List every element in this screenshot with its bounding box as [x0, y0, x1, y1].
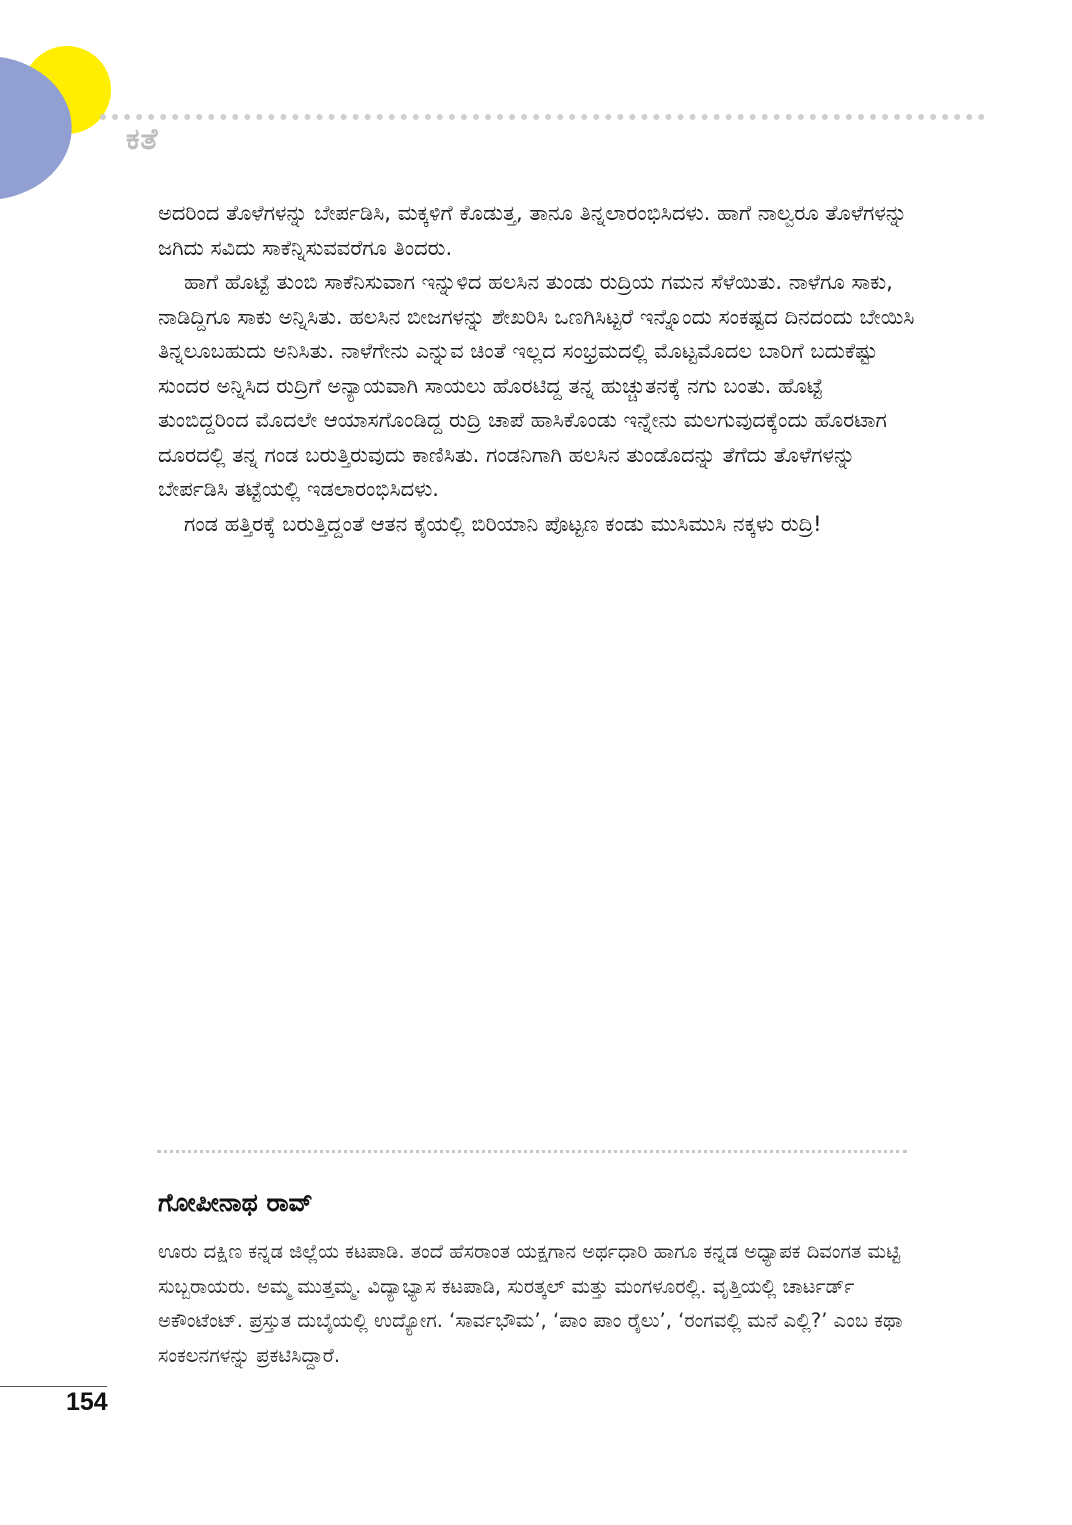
corner-decoration — [0, 0, 140, 210]
author-name: ಗೋಪೀನಾಥ ರಾವ್ — [158, 1188, 313, 1217]
page-number-rule — [0, 1386, 107, 1387]
top-dotted-divider — [100, 114, 985, 120]
story-paragraph: ಅದರಿಂದ ತೊಳೆಗಳನ್ನು ಬೇರ್ಪಡಿಸಿ, ಮಕ್ಕಳಿಗೆ ಕೊಡುತ್ತ, ತಾನೂ ತಿನ್ನಲಾರಂಭಿಸಿದಳು. ಹಾಗೆ ನಾಲ್ವರೂ ತೊಳೆಗಳನ್ನು ಜಗಿದು ಸವಿದು ಸಾಕೆನ್ನಿಸುವವರೆಗೂ ತಿಂದರು. — [158, 201, 907, 260]
section-label: ಕತೆ — [126, 122, 159, 157]
story-paragraph: ಹಾಗೆ ಹೊಟ್ಟೆ ತುಂಬಿ ಸಾಕೆನಿಸುವಾಗ ಇನ್ನುಳಿದ ಹಲಸಿನ ತುಂಡು ರುದ್ರಿಯ ಗಮನ ಸೆಳೆಯಿತು. ನಾಳೆಗೂ ಸಾಕು, ನಾಡಿದ್ದಿಗೂ ಸಾಕು ಅನ್ನಿಸಿತು. ಹಲಸಿನ ಬೀಜಗಳನ್ನು ಶೇಖರಿಸಿ ಒಣಗಿಸಿಟ್ಟರೆ ಇನ್ನೊಂದು ಸಂಕಷ್ಟದ ದಿನದಂದು ಬೇಯಿಸಿ ತಿನ್ನಲೂಬಹುದು ಅನಿಸಿತು. ನಾಳೆಗೇನು ಎನ್ನುವ ಚಿಂತೆ ಇಲ್ಲದ ಸಂಭ್ರಮದಲ್ಲಿ ಮೊಟ್ಟಮೊದಲ ಬಾರಿಗೆ ಬದುಕೆಷ್ಟು ಸುಂದರ ಅನ್ನಿಸಿದ ರುದ್ರಿಗೆ ಅನ್ಯಾಯವಾಗಿ ಸಾಯಲು ಹೊರಟಿದ್ದ ತನ್ನ ಹುಚ್ಚುತನಕ್ಕೆ ನಗು ಬಂತು. ಹೊಟ್ಟೆ ತುಂಬಿದ್ದರಿಂದ ಮೊದಲೇ ಆಯಾಸಗೊಂಡಿದ್ದ ರುದ್ರಿ ಚಾಪೆ ಹಾಸಿಕೊಂಡು ಇನ್ನೇನು ಮಲಗುವುದಕ್ಕೆಂದು ಹೊರಟಾಗ ದೂರದಲ್ಲಿ ತನ್ನ ಗಂಡ ಬರುತ್ತಿರುವುದು ಕಾಣಿಸಿತು. ಗಂಡನಿಗಾಗಿ ಹಲಸಿನ ತುಂಡೊದನ್ನು ತೆಗೆದು ತೊಳೆಗಳನ್ನು ಬೇರ್ಪಡಿಸಿ ತಟ್ಟೆಯಲ್ಲಿ ಇಡಲಾರಂಭಿಸಿದಳು. — [158, 270, 915, 501]
page-number: 154 — [66, 1388, 108, 1416]
bio-dotted-divider — [157, 1150, 907, 1153]
author-bio: ಊರು ದಕ್ಷಿಣ ಕನ್ನಡ ಜಿಲ್ಲೆಯ ಕಟಪಾಡಿ. ತಂದೆ ಹೆಸರಾಂತ ಯಕ್ಷಗಾನ ಅರ್ಥಧಾರಿ ಹಾಗೂ ಕನ್ನಡ ಅಧ್ಯಾಪಕ ದಿವಂಗತ ಮಟ್ಟಿ ಸುಬ್ಬರಾಯರು. ಅಮ್ಮ ಮುತ್ತಮ್ಮ. ವಿದ್ಯಾಭ್ಯಾಸ ಕಟಪಾಡಿ, ಸುರತ್ಕಲ್ ಮತ್ತು ಮಂಗಳೂರಲ್ಲಿ. ವೃತ್ತಿಯಲ್ಲಿ ಚಾರ್ಟರ್ಡ್ ಅಕೌಂಟೆಂಟ್. ಪ್ರಸ್ತುತ ದುಬೈಯಲ್ಲಿ ಉದ್ಯೋಗ. ‘ಸಾರ್ವಭೌಮ’, ‘ಪಾಂ ಪಾಂ ರೈಲು’, ‘ರಂಗವಲ್ಲಿ ಮನೆ ಎಲ್ಲಿ?’ ಎಂಬ ಕಥಾ ಸಂಕಲನಗಳನ್ನು ಪ್ರಕಟಿಸಿದ್ದಾರೆ. — [158, 1240, 903, 1367]
story-body — [158, 196, 918, 541]
story-paragraph: ಗಂಡ ಹತ್ತಿರಕ್ಕೆ ಬರುತ್ತಿದ್ದಂತೆ ಆತನ ಕೈಯಲ್ಲಿ ಬಿರಿಯಾನಿ ಪೊಟ್ಟಣ ಕಂಡು ಮುಸಿಮುಸಿ ನಕ್ಕಳು ರುದ್ರಿ! — [184, 511, 822, 536]
